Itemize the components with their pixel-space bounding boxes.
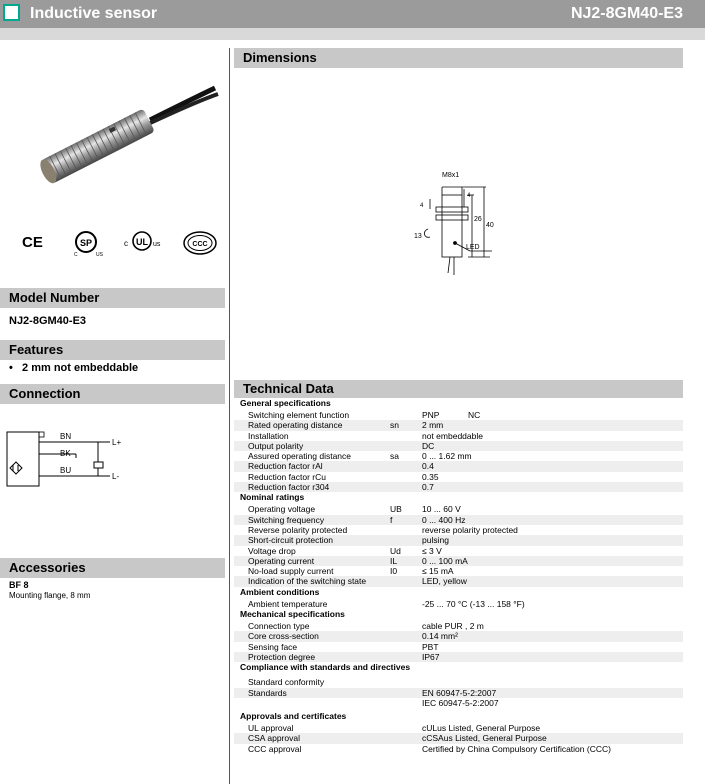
feature-item: • 2 mm not embeddable [9, 362, 139, 374]
accessory-name: BF 8 [9, 580, 29, 590]
table-row [234, 482, 683, 492]
row-label: Reduction factor rCu [248, 471, 326, 482]
row-value: 0.14 mm² [422, 631, 458, 642]
lplus-label: L+ [112, 438, 122, 447]
table-row [234, 652, 683, 662]
lminus-label: L- [112, 472, 120, 481]
table-row [234, 410, 683, 420]
table-row [234, 515, 683, 525]
table-row [234, 525, 683, 535]
row-value-2: NC [468, 410, 481, 420]
table-row [234, 733, 683, 743]
row-label: Connection type [248, 621, 310, 632]
technical-data-table [234, 398, 683, 754]
accessory-description: Mounting flange, 8 mm [9, 591, 91, 600]
row-value: 0.7 [422, 482, 434, 493]
row-value: 2 mm [422, 420, 444, 431]
row-value: -25 ... 70 °C (-13 ... 158 °F) [422, 598, 525, 609]
led-label: LED [466, 244, 480, 251]
row-value: 0 ... 100 mA [422, 555, 468, 566]
row-label: Short-circuit protection [248, 535, 334, 546]
row-label: Reduction factor r304 [248, 482, 330, 493]
subheader-bar [0, 28, 705, 40]
table-row [234, 420, 683, 430]
svg-text:UL: UL [136, 237, 148, 247]
row-label: Assured operating distance [248, 451, 352, 462]
model-title: NJ2-8GM40-E3 [570, 5, 683, 22]
row-value: IEC 60947-5-2:2007 [422, 697, 499, 708]
dimension-drawing [410, 165, 510, 290]
features-heading: Features [0, 340, 225, 360]
row-label: Mechanical specifications [240, 609, 345, 620]
row-label: Indication of the switching state [248, 576, 367, 587]
row-label: Nominal ratings [240, 492, 305, 503]
svg-text:US: US [96, 252, 103, 258]
connection-diagram [6, 426, 136, 488]
title-bar [0, 0, 705, 28]
table-row [234, 472, 683, 482]
table-row [234, 441, 683, 451]
row-label: No-load supply current [248, 566, 334, 577]
table-row [234, 576, 683, 586]
row-value: 10 ... 60 V [422, 504, 461, 515]
row-label: Approvals and certificates [240, 711, 347, 722]
table-row [234, 642, 683, 652]
row-value: PNP [422, 410, 440, 420]
row-value: PBT [422, 641, 439, 652]
row-label: UL approval [248, 723, 294, 734]
row-label: Operating voltage [248, 504, 316, 515]
row-symbol: sn [390, 420, 399, 431]
row-label: Reduction factor rAl [248, 461, 323, 472]
column-divider [229, 48, 230, 784]
row-value: ≤ 3 V [422, 545, 442, 556]
table-row [234, 546, 683, 556]
row-label: CSA approval [248, 733, 300, 744]
dimensions-heading: Dimensions [234, 48, 683, 68]
technical-data-heading: Technical Data [234, 380, 683, 398]
row-label: Operating current [248, 555, 315, 566]
row-label: Output polarity [248, 440, 304, 451]
table-row [234, 431, 683, 441]
row-value: DC [422, 440, 435, 451]
row-symbol: Ud [390, 545, 401, 556]
row-label: CCC approval [248, 743, 302, 754]
table-row [234, 677, 683, 687]
table-row [234, 688, 683, 698]
row-value: Certified by China Compulsory Certification (CCC) [422, 743, 611, 754]
ccc-icon [183, 231, 217, 255]
table-row [234, 631, 683, 641]
row-label: Core cross-section [248, 631, 319, 642]
table-row [234, 599, 683, 609]
row-symbol: UB [390, 504, 402, 515]
table-row [234, 535, 683, 545]
row-value: LED, yellow [422, 576, 467, 587]
table-row [234, 461, 683, 471]
row-value: 0 ... 1.62 mm [422, 451, 472, 462]
row-label: Installation [248, 430, 289, 441]
row-label: General specifications [240, 398, 331, 408]
bn-label: BN [60, 432, 72, 441]
row-label: Compliance with standards and directives [240, 662, 411, 673]
checkbox-icon [3, 4, 20, 21]
table-row [234, 451, 683, 461]
page-title: Inductive sensor [30, 5, 158, 22]
table-row [234, 504, 683, 514]
row-value: IP67 [422, 651, 440, 662]
row-value: EN 60947-5-2:2007 [422, 687, 497, 698]
bk-label: BK [60, 449, 71, 458]
thread-label: M8x1 [442, 172, 460, 179]
model-number-value: NJ2-8GM40-E3 [9, 315, 87, 327]
table-category-row [234, 587, 683, 599]
table-row [234, 744, 683, 754]
row-label: Ambient temperature [248, 598, 328, 609]
row-label: Protection degree [248, 651, 316, 662]
connection-heading: Connection [0, 384, 225, 404]
row-value: 0.35 [422, 471, 439, 482]
svg-text:SP: SP [79, 238, 93, 248]
svg-text:CCC: CCC [192, 241, 208, 248]
table-row [234, 723, 683, 733]
row-label: Voltage drop [248, 545, 296, 556]
dim-4a-label: 4 [420, 203, 424, 209]
table-row [234, 556, 683, 566]
row-symbol: IL [390, 555, 398, 566]
svg-text:us: us [153, 241, 161, 248]
ul-icon [122, 230, 166, 252]
row-value: 0 ... 400 Hz [422, 514, 466, 525]
row-value: cable PUR , 2 m [422, 621, 484, 632]
row-label: Switching element function [248, 410, 350, 420]
row-label: Ambient conditions [240, 586, 320, 597]
dim-26-label: 26 [474, 216, 482, 223]
row-label: Switching frequency [248, 514, 325, 525]
svg-text:c: c [124, 239, 128, 248]
row-symbol: f [390, 514, 393, 525]
row-label: Standards [248, 687, 287, 698]
feature-text: 2 mm not embeddable [22, 362, 139, 374]
row-label: Reverse polarity protected [248, 524, 348, 535]
dim-13-label: 13 [414, 233, 422, 240]
row-value: not embeddable [422, 430, 483, 441]
table-category-row [234, 492, 683, 504]
csa-icon [72, 230, 106, 258]
bu-label: BU [60, 466, 72, 475]
row-label: Sensing face [248, 641, 298, 652]
table-row [234, 698, 683, 708]
row-label: Standard conformity [248, 677, 325, 688]
row-value: cULus Listed, General Purpose [422, 723, 541, 734]
table-category-row [234, 609, 683, 621]
table-category-row [234, 398, 683, 410]
row-value: 0.4 [422, 461, 434, 472]
table-category-row [234, 662, 683, 674]
row-label: Rated operating distance [248, 420, 343, 431]
accessories-heading: Accessories [0, 558, 225, 578]
dim-4b-label: 4 [467, 193, 471, 199]
table-category-row [234, 711, 683, 723]
model-number-heading: Model Number [0, 288, 225, 308]
row-value: cCSAus Listed, General Purpose [422, 733, 547, 744]
table-row [234, 566, 683, 576]
table-row [234, 621, 683, 631]
svg-text:C: C [74, 252, 78, 258]
row-symbol: sa [390, 451, 399, 462]
row-value: ≤ 15 mA [422, 566, 454, 577]
product-image [30, 80, 220, 195]
ce-icon: CE [22, 234, 43, 251]
dim-40-label: 40 [486, 222, 494, 229]
row-symbol: I0 [390, 566, 398, 577]
row-value: reverse polarity protected [422, 524, 518, 535]
row-value: pulsing [422, 535, 449, 546]
